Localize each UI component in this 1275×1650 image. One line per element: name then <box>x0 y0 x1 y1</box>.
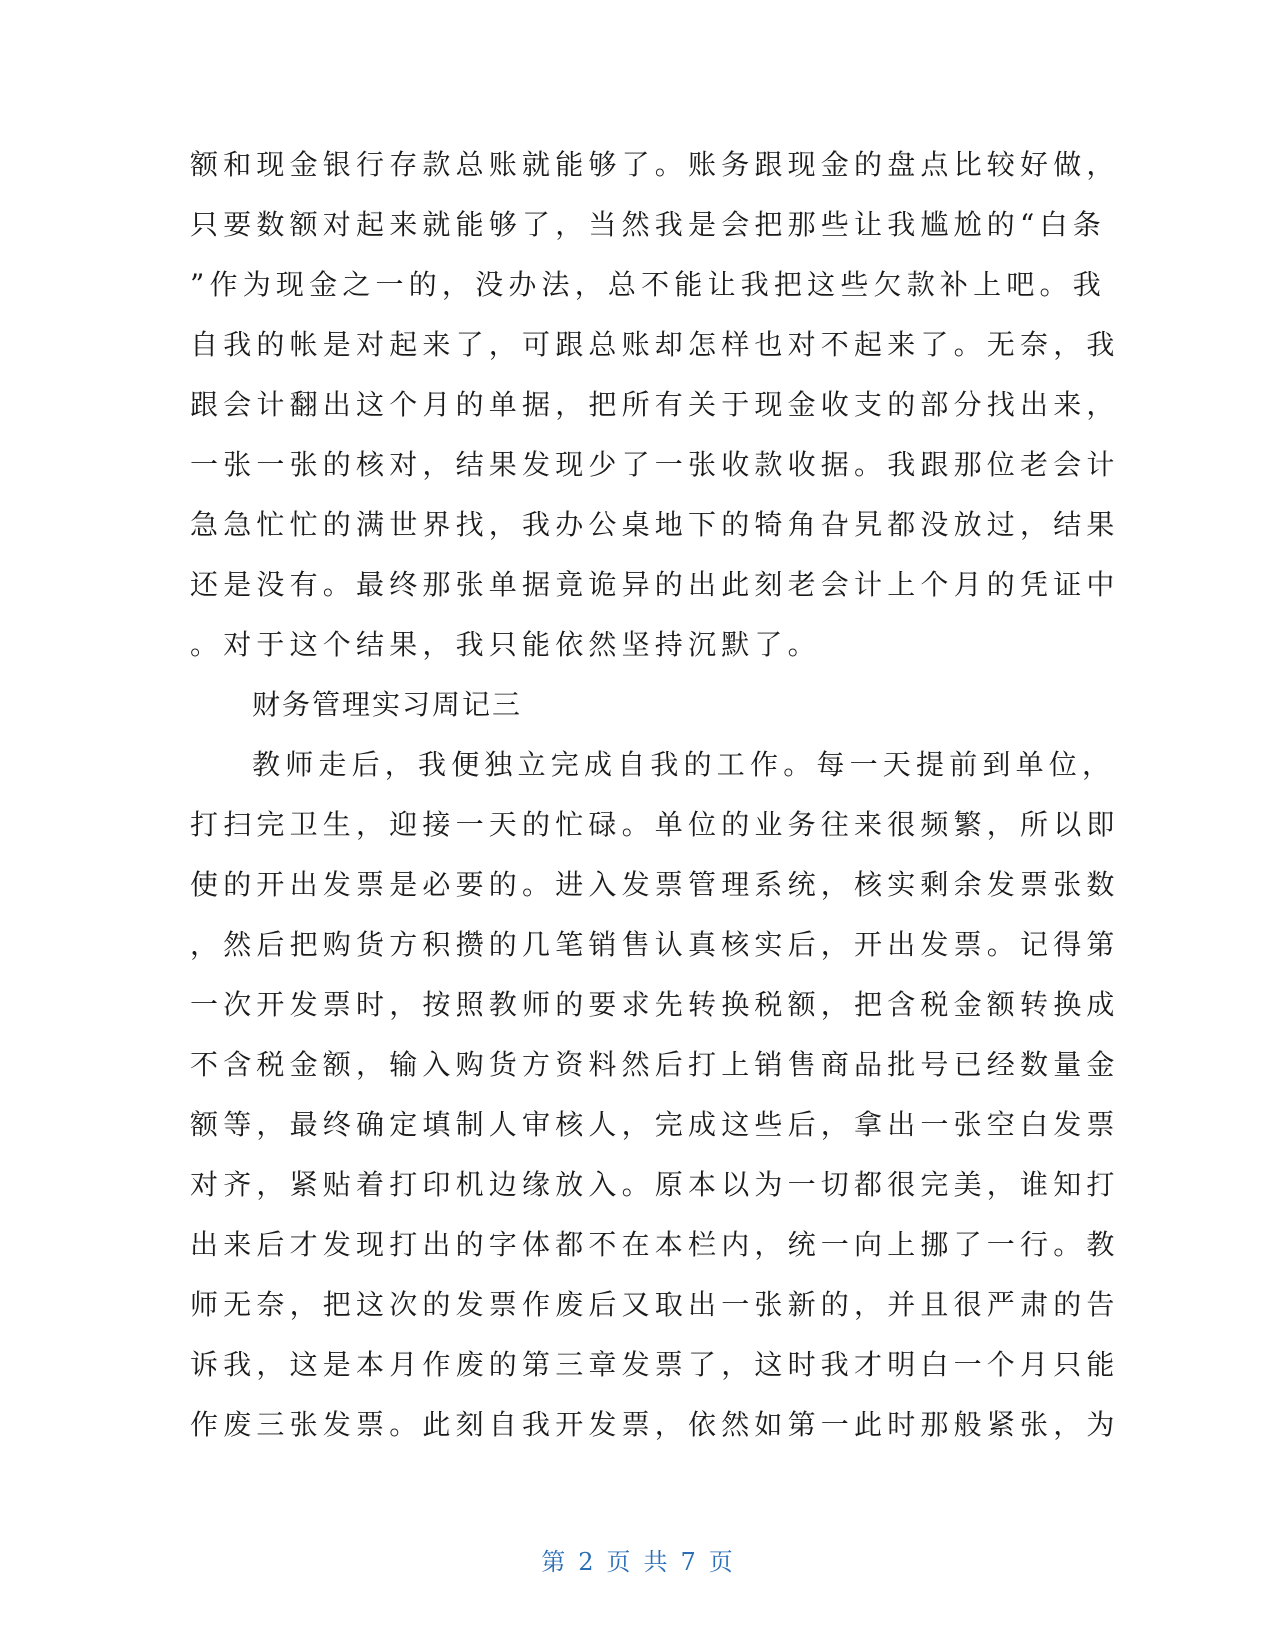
footer-prefix: 第 <box>541 1548 567 1576</box>
paragraph-line: 对齐，紧贴着打印机边缘放入。原本以为一切都很完美，谁知打 <box>190 1168 1120 1201</box>
paragraph-line: 额和现金银行存款总账就能够了。账务跟现金的盘点比较好做， <box>190 148 1120 181</box>
paragraph-line: 作废三张发票。此刻自我开发票，依然如第一此时那般紧张，为 <box>190 1408 1120 1441</box>
section-heading: 财务管理实习周记三 <box>252 688 523 721</box>
paragraph-line: 不含税金额，输入购货方资料然后打上销售商品批号已经数量金 <box>190 1048 1120 1081</box>
paragraph-line: 额等，最终确定填制人审核人，完成这些后，拿出一张空白发票 <box>190 1108 1120 1141</box>
paragraph-line: 诉我，这是本月作废的第三章发票了，这时我才明白一个月只能 <box>190 1348 1120 1381</box>
paragraph-line: 还是没有。最终那张单据竟诡异的出此刻老会计上个月的凭证中 <box>190 568 1120 601</box>
paragraph-line: ，然后把购货方积攒的几笔销售认真核实后，开出发票。记得第 <box>190 928 1120 961</box>
paragraph-1 <box>190 135 1120 1455</box>
paragraph-line: 。对于这个结果，我只能依然坚持沉默了。 <box>190 628 821 661</box>
paragraph-line: 出来后才发现打出的字体都不在本栏内，统一向上挪了一行。教 <box>190 1228 1120 1261</box>
paragraph-line: 使的开出发票是必要的。进入发票管理系统，核实剩余发票张数 <box>190 868 1120 901</box>
paragraph-line: 师无奈，把这次的发票作废后又取出一张新的，并且很严肃的告 <box>190 1288 1120 1321</box>
paragraph-line: 自我的帐是对起来了，可跟总账却怎样也对不起来了。无奈，我 <box>190 328 1120 361</box>
paragraph-line: 打扫完卫生，迎接一天的忙碌。单位的业务往来很频繁，所以即 <box>190 808 1120 841</box>
paragraph-line: ”作为现金之一的，没办法，总不能让我把这些欠款补上吧。我 <box>190 268 1106 301</box>
total-pages-number: 7 <box>680 1548 697 1576</box>
paragraph-line: 一张一张的核对，结果发现少了一张收款收据。我跟那位老会计 <box>190 448 1120 481</box>
paragraph-line: 教师走后，我便独立完成自我的工作。每一天提前到单位， <box>252 748 1116 781</box>
paragraph-line: 跟会计翻出这个月的单据，把所有关于现金收支的部分找出来， <box>190 388 1120 421</box>
current-page-number: 2 <box>578 1548 595 1576</box>
page-number-footer <box>0 1542 1275 1577</box>
footer-page-label: 页 <box>606 1548 632 1576</box>
paragraph-line: 急急忙忙的满世界找，我办公桌地下的犄角旮旯都没放过，结果 <box>190 508 1120 541</box>
paragraph-line: 一次开发票时，按照教师的要求先转换税额，把含税金额转换成 <box>190 988 1120 1021</box>
footer-suffix: 页 <box>708 1548 734 1576</box>
footer-total-label: 共 <box>643 1548 669 1576</box>
paragraph-line: 只要数额对起来就能够了，当然我是会把那些让我尴尬的“白条 <box>190 208 1106 241</box>
